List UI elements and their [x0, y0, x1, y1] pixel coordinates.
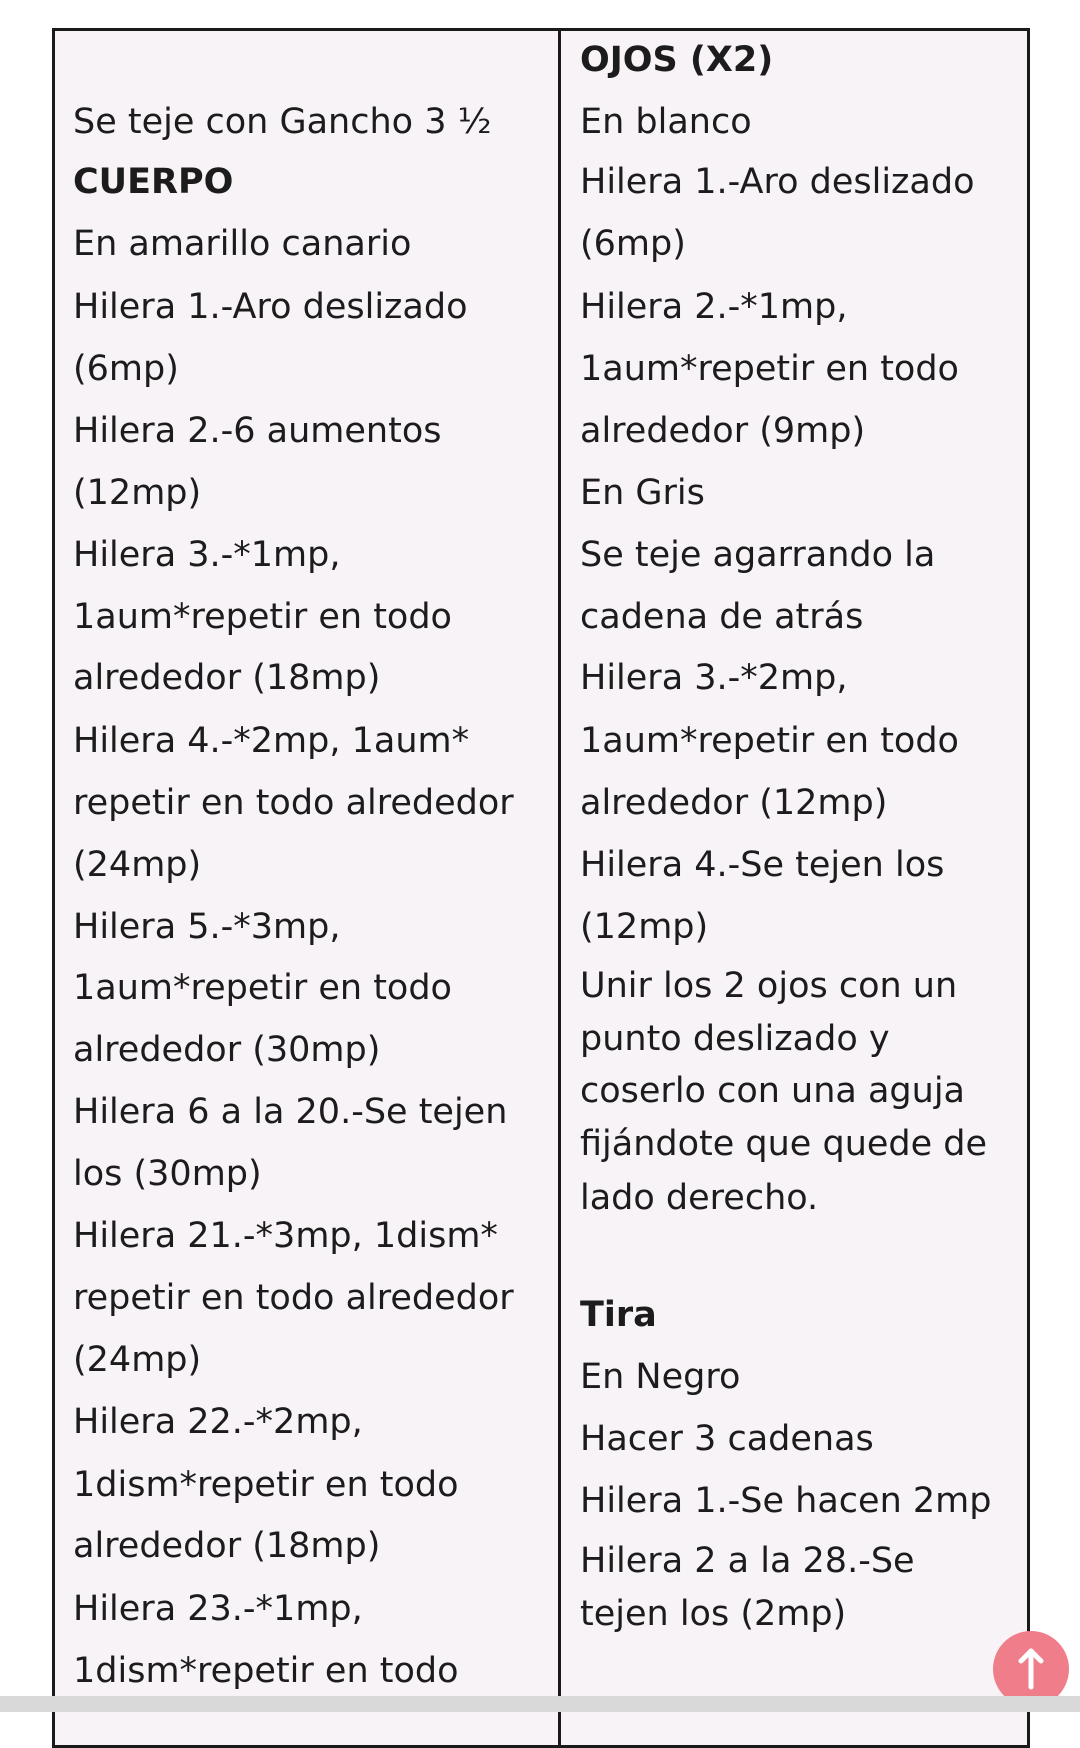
- section-heading: CUERPO: [73, 162, 234, 202]
- arrow-up-icon: [1014, 1647, 1048, 1691]
- pattern-line: lado derecho.: [580, 1178, 819, 1218]
- pattern-line: En Gris: [580, 473, 705, 513]
- pattern-line: 1aum*repetir en todo: [580, 721, 959, 761]
- pattern-line: alrededor (12mp): [580, 783, 888, 823]
- pattern-line: (12mp): [580, 907, 709, 947]
- pattern-line: los (30mp): [73, 1154, 262, 1194]
- pattern-line: Hilera 4.-Se tejen los: [580, 845, 945, 885]
- pattern-line: Hilera 22.-*2mp,: [73, 1402, 363, 1442]
- pattern-line: alrededor (9mp): [580, 411, 866, 451]
- pattern-line: En amarillo canario: [73, 224, 412, 264]
- pattern-line: Hilera 2.-6 aumentos: [73, 411, 442, 451]
- pattern-line: punto deslizado y: [580, 1019, 890, 1059]
- pattern-line: Hacer 3 cadenas: [580, 1419, 874, 1459]
- pattern-line: Hilera 2 a la 28.-Se: [580, 1541, 915, 1581]
- pattern-line: 1aum*repetir en todo: [73, 597, 452, 637]
- pattern-line: Hilera 6 a la 20.-Se tejen: [73, 1092, 508, 1132]
- pattern-line: coserlo con una aguja: [580, 1071, 965, 1111]
- pattern-line: Hilera 1.-Se hacen 2mp: [580, 1481, 992, 1521]
- pattern-line: (6mp): [580, 224, 686, 264]
- pattern-line: fijándote que quede de: [580, 1124, 988, 1164]
- bottom-bar: [0, 1696, 1080, 1712]
- pattern-line: Hilera 21.-*3mp, 1dism*: [73, 1216, 498, 1256]
- column-divider: [558, 28, 561, 1748]
- pattern-line: 1aum*repetir en todo: [73, 968, 452, 1008]
- pattern-line: tejen los (2mp): [580, 1594, 847, 1634]
- pattern-line: alrededor (18mp): [73, 1526, 381, 1566]
- pattern-line: (24mp): [73, 1340, 202, 1380]
- pattern-line: Hilera 3.-*2mp,: [580, 658, 848, 698]
- section-heading: OJOS (X2): [580, 40, 774, 80]
- pattern-line: Se teje con Gancho 3 ½: [73, 102, 492, 142]
- pattern-line: (6mp): [73, 349, 179, 389]
- pattern-line: En blanco: [580, 102, 752, 142]
- pattern-line: 1dism*repetir en todo: [73, 1465, 459, 1505]
- pattern-line: 1aum*repetir en todo: [580, 349, 959, 389]
- pattern-line: Hilera 4.-*2mp, 1aum*: [73, 721, 470, 761]
- section-heading: Tira: [580, 1295, 657, 1335]
- pattern-line: alrededor (30mp): [73, 1030, 381, 1070]
- pattern-line: repetir en todo alrededor: [73, 1278, 514, 1318]
- pattern-line: Hilera 2.-*1mp,: [580, 287, 848, 327]
- pattern-line: repetir en todo alrededor: [73, 783, 514, 823]
- pattern-line: Hilera 23.-*1mp,: [73, 1589, 363, 1629]
- pattern-line: (24mp): [73, 845, 202, 885]
- pattern-line: Hilera 5.-*3mp,: [73, 907, 341, 947]
- pattern-line: alrededor (18mp): [73, 658, 381, 698]
- pattern-line: (12mp): [73, 473, 202, 513]
- pattern-line: 1dism*repetir en todo: [73, 1651, 459, 1691]
- pattern-line: Hilera 3.-*1mp,: [73, 535, 341, 575]
- pattern-line: Se teje agarrando la: [580, 535, 936, 575]
- pattern-line: Hilera 1.-Aro deslizado: [73, 287, 468, 327]
- pattern-line: cadena de atrás: [580, 597, 864, 637]
- pattern-line: Unir los 2 ojos con un: [580, 966, 958, 1006]
- pattern-line: En Negro: [580, 1357, 741, 1397]
- pattern-line: Hilera 1.-Aro deslizado: [580, 162, 975, 202]
